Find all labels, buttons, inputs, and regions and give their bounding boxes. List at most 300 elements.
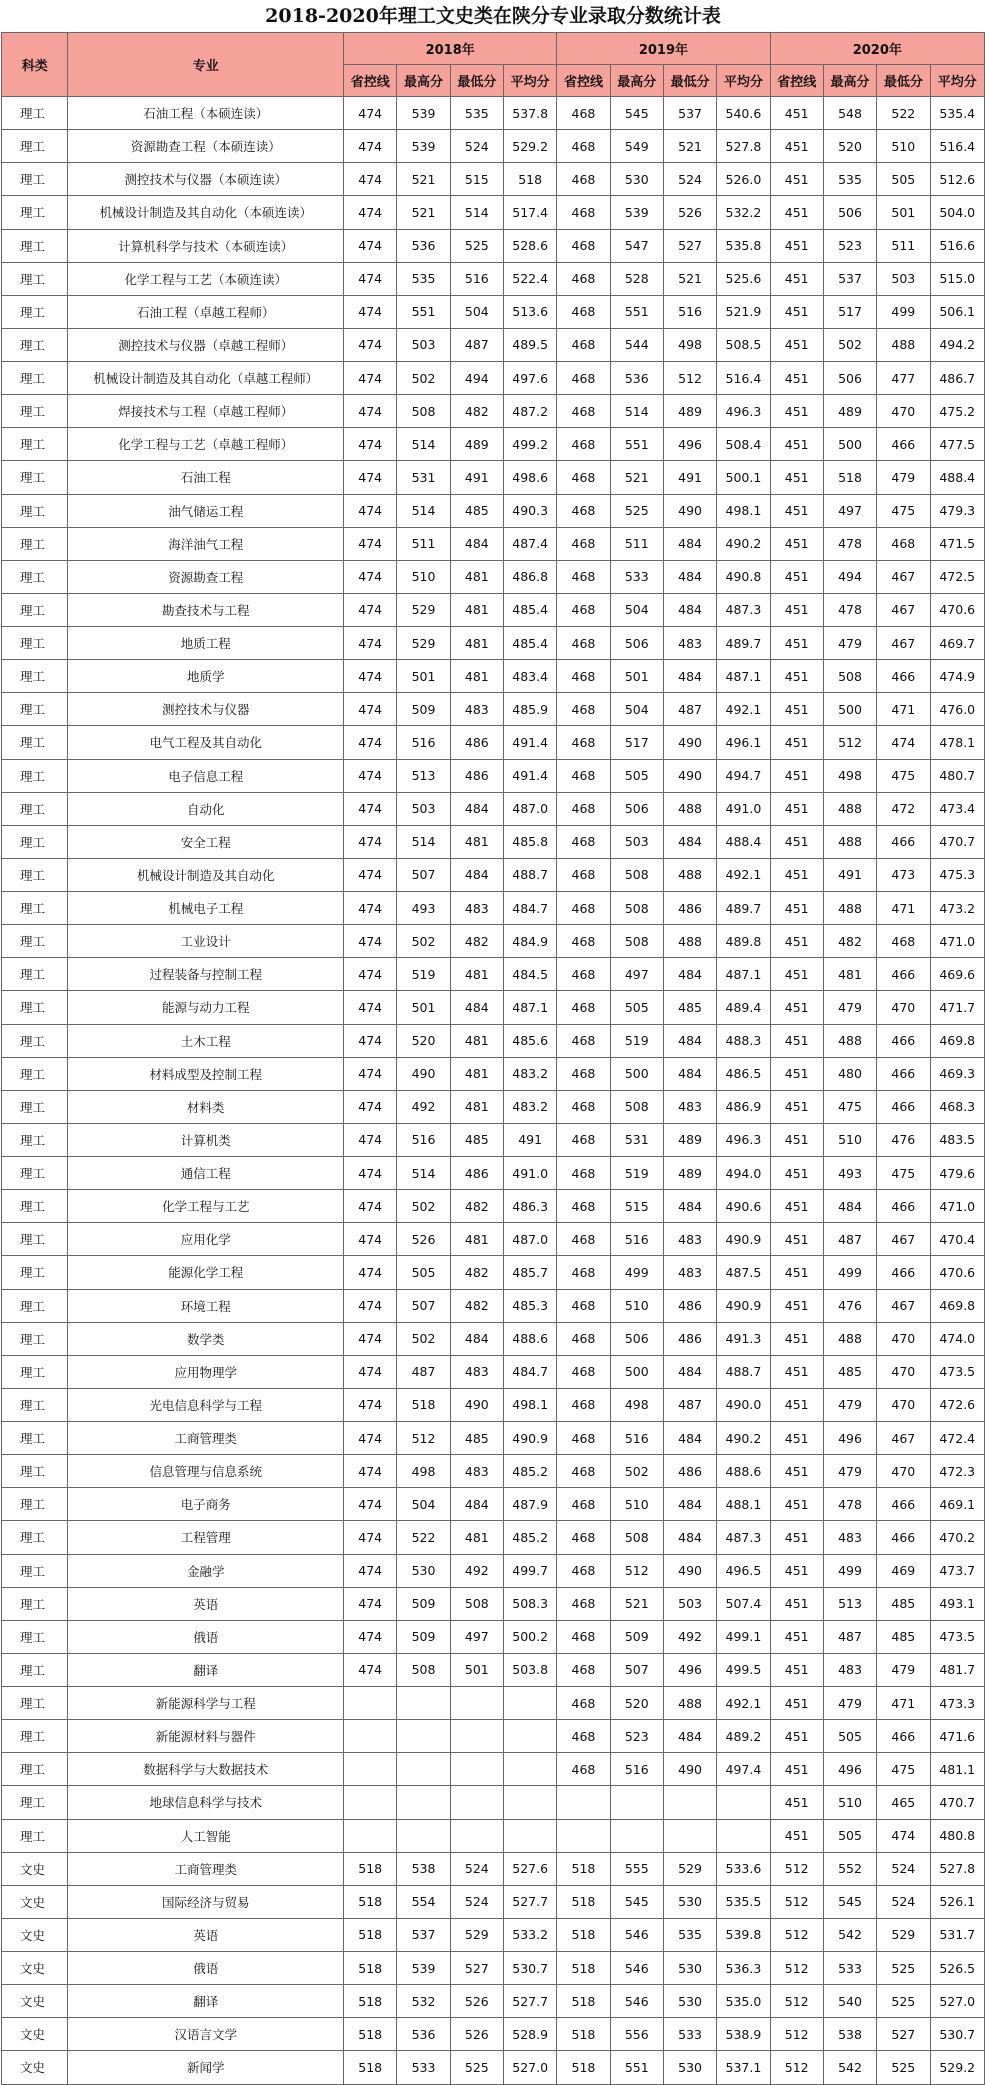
cell-score: 469.8	[930, 1289, 985, 1322]
cell-score: 481	[450, 560, 503, 593]
cell-score: 485.4	[504, 593, 557, 626]
cell-score: 481	[450, 660, 503, 693]
cell-score: 474.9	[930, 660, 985, 693]
cell-major: 工商管理类	[68, 1852, 344, 1885]
cell-score: 527.7	[504, 1985, 557, 2018]
cell-score: 533	[397, 2051, 450, 2084]
cell-score: 500.1	[717, 461, 770, 494]
cell-score: 489	[663, 1157, 716, 1190]
cell-score: 451	[770, 461, 823, 494]
cell-score: 451	[770, 991, 823, 1024]
cell-score: 490	[450, 1388, 503, 1421]
cell-score: 537	[823, 262, 876, 295]
cell-score: 474	[344, 858, 397, 891]
cell-score: 502	[397, 925, 450, 958]
cell-score: 466	[877, 1488, 930, 1521]
cell-major: 英语	[68, 1587, 344, 1620]
cell-score: 487.1	[717, 958, 770, 991]
cell-subject: 理工	[2, 428, 68, 461]
cell-score: 539	[397, 130, 450, 163]
cell-score	[504, 1819, 557, 1852]
cell-score: 496	[823, 1753, 876, 1786]
cell-subject: 理工	[2, 1455, 68, 1488]
cell-score: 483	[450, 693, 503, 726]
cell-score: 533	[663, 2018, 716, 2051]
cell-score: 478.1	[930, 726, 985, 759]
cell-score: 482	[450, 925, 503, 958]
table-row	[2, 1985, 985, 2018]
cell-score: 474	[344, 1388, 397, 1421]
cell-score: 490.9	[504, 1422, 557, 1455]
cell-score: 546	[610, 1985, 663, 2018]
cell-score: 527	[663, 229, 716, 262]
cell-score: 451	[770, 858, 823, 891]
cell-score: 521.9	[717, 295, 770, 328]
cell-score: 468	[557, 1488, 610, 1521]
cell-score: 497.6	[504, 362, 557, 395]
cell-score: 503	[397, 792, 450, 825]
cell-score: 474	[344, 560, 397, 593]
cell-score: 490	[663, 1753, 716, 1786]
cell-major: 俄语	[68, 1952, 344, 1985]
cell-score: 506	[823, 362, 876, 395]
cell-score: 485.2	[504, 1455, 557, 1488]
table-row	[2, 1355, 985, 1388]
cell-major: 石油工程（本硕连读）	[68, 97, 344, 130]
cell-major: 工业设计	[68, 925, 344, 958]
cell-score	[344, 1819, 397, 1852]
table-row	[2, 362, 985, 395]
cell-score: 537.8	[504, 97, 557, 130]
header-col: 省控线	[770, 65, 823, 97]
cell-score: 468	[557, 1123, 610, 1156]
table-row	[2, 328, 985, 361]
table-row	[2, 1687, 985, 1720]
cell-score	[344, 1786, 397, 1819]
cell-score: 466	[877, 1057, 930, 1090]
cell-score: 451	[770, 1587, 823, 1620]
cell-score: 474	[344, 362, 397, 395]
table-row	[2, 825, 985, 858]
cell-subject: 理工	[2, 494, 68, 527]
cell-score: 525	[877, 1952, 930, 1985]
cell-score: 468	[557, 792, 610, 825]
cell-score: 451	[770, 1455, 823, 1488]
cell-score: 466	[877, 1190, 930, 1223]
cell-score: 491	[504, 1123, 557, 1156]
cell-score: 468	[557, 560, 610, 593]
cell-score: 520	[823, 130, 876, 163]
cell-score: 508	[610, 925, 663, 958]
cell-score: 490	[397, 1057, 450, 1090]
cell-score: 474	[344, 1653, 397, 1686]
table-row	[2, 262, 985, 295]
cell-score: 524	[877, 1885, 930, 1918]
cell-score: 530	[663, 1985, 716, 2018]
cell-score: 481	[450, 627, 503, 660]
cell-score: 504	[610, 693, 663, 726]
cell-major: 资源勘查工程（本硕连读）	[68, 130, 344, 163]
cell-score: 499	[823, 1554, 876, 1587]
cell-score: 489.4	[717, 991, 770, 1024]
cell-major: 化学工程与工艺（本硕连读）	[68, 262, 344, 295]
header-col: 省控线	[344, 65, 397, 97]
cell-score: 487	[823, 1223, 876, 1256]
table-row	[2, 494, 985, 527]
cell-score: 530	[663, 1952, 716, 1985]
cell-score: 530	[397, 1554, 450, 1587]
cell-score: 508	[397, 1653, 450, 1686]
cell-score: 469.7	[930, 627, 985, 660]
cell-score: 451	[770, 1687, 823, 1720]
cell-score: 503	[877, 262, 930, 295]
cell-score	[717, 1819, 770, 1852]
cell-subject: 理工	[2, 892, 68, 925]
table-row	[2, 560, 985, 593]
cell-score: 468	[557, 958, 610, 991]
cell-subject: 理工	[2, 1289, 68, 1322]
cell-score: 491	[823, 858, 876, 891]
cell-score: 513.6	[504, 295, 557, 328]
cell-score: 466	[877, 1720, 930, 1753]
cell-score: 485	[663, 991, 716, 1024]
cell-subject: 文史	[2, 1885, 68, 1918]
table-row	[2, 97, 985, 130]
cell-score: 466	[877, 1090, 930, 1123]
cell-score: 474.0	[930, 1322, 985, 1355]
cell-subject: 理工	[2, 858, 68, 891]
cell-score	[450, 1786, 503, 1819]
cell-score: 499	[823, 1256, 876, 1289]
cell-score: 487.3	[717, 593, 770, 626]
cell-major: 电气工程及其自动化	[68, 726, 344, 759]
cell-score: 489	[663, 395, 716, 428]
cell-score: 482	[823, 925, 876, 958]
cell-score: 529	[397, 627, 450, 660]
cell-score: 529	[877, 1918, 930, 1951]
cell-score: 529	[450, 1918, 503, 1951]
cell-subject: 理工	[2, 395, 68, 428]
cell-score: 500	[823, 693, 876, 726]
cell-score: 498.1	[504, 1388, 557, 1421]
table-row	[2, 527, 985, 560]
cell-score: 481.1	[930, 1753, 985, 1786]
cell-score: 468	[557, 163, 610, 196]
cell-score: 479	[823, 627, 876, 660]
cell-score: 490	[663, 1554, 716, 1587]
cell-subject: 理工	[2, 97, 68, 130]
header-subject: 科类	[2, 33, 68, 97]
cell-score: 468	[557, 1024, 610, 1057]
cell-score: 498	[823, 759, 876, 792]
cell-score: 468	[557, 892, 610, 925]
cell-score: 481	[450, 1521, 503, 1554]
cell-subject: 文史	[2, 2051, 68, 2084]
cell-score: 530	[663, 1885, 716, 1918]
cell-major: 汉语言文学	[68, 2018, 344, 2051]
cell-score: 451	[770, 1057, 823, 1090]
page-title: 2018-2020年理工文史类在陕分专业录取分数统计表	[265, 5, 721, 27]
cell-score: 468	[557, 229, 610, 262]
cell-score: 451	[770, 1488, 823, 1521]
cell-subject: 理工	[2, 1653, 68, 1686]
cell-score: 470.2	[930, 1521, 985, 1554]
cell-score: 487.0	[504, 1223, 557, 1256]
table-row	[2, 1289, 985, 1322]
cell-score: 492.1	[717, 1687, 770, 1720]
cell-score: 484	[663, 1422, 716, 1455]
cell-score: 468	[557, 130, 610, 163]
cell-score: 526	[397, 1223, 450, 1256]
cell-score: 474	[344, 196, 397, 229]
cell-score: 526.1	[930, 1885, 985, 1918]
cell-score: 526.5	[930, 1952, 985, 1985]
cell-score: 527.0	[930, 1985, 985, 2018]
cell-score: 527.0	[504, 2051, 557, 2084]
cell-score: 506	[610, 1322, 663, 1355]
cell-score: 522	[877, 97, 930, 130]
cell-score	[504, 1786, 557, 1819]
header-year-2018: 2018年	[344, 33, 557, 65]
cell-score: 468	[557, 1653, 610, 1686]
cell-score: 484	[663, 660, 716, 693]
cell-score: 498	[610, 1388, 663, 1421]
cell-score: 488.6	[504, 1322, 557, 1355]
cell-score: 488	[663, 925, 716, 958]
cell-score: 521	[397, 196, 450, 229]
cell-score: 468	[557, 527, 610, 560]
cell-score: 544	[610, 328, 663, 361]
cell-score: 479	[823, 1687, 876, 1720]
cell-score: 451	[770, 693, 823, 726]
cell-score: 507.4	[717, 1587, 770, 1620]
cell-score: 490.9	[717, 1223, 770, 1256]
cell-major: 俄语	[68, 1620, 344, 1653]
cell-score: 451	[770, 1289, 823, 1322]
cell-subject: 理工	[2, 1256, 68, 1289]
cell-score: 549	[610, 130, 663, 163]
cell-score: 516	[397, 1123, 450, 1156]
cell-score: 516	[610, 1753, 663, 1786]
cell-score: 470	[877, 1322, 930, 1355]
cell-subject: 理工	[2, 196, 68, 229]
table-row	[2, 792, 985, 825]
cell-score: 490.8	[717, 560, 770, 593]
cell-score: 481	[823, 958, 876, 991]
cell-score: 474	[344, 627, 397, 660]
cell-major: 安全工程	[68, 825, 344, 858]
cell-subject: 理工	[2, 1057, 68, 1090]
cell-score: 490.9	[717, 1289, 770, 1322]
cell-score: 451	[770, 262, 823, 295]
cell-score: 512	[823, 726, 876, 759]
table-row	[2, 395, 985, 428]
cell-score: 509	[610, 1620, 663, 1653]
cell-subject: 理工	[2, 163, 68, 196]
cell-score: 530.7	[930, 2018, 985, 2051]
cell-major: 海洋油气工程	[68, 527, 344, 560]
cell-score: 516.4	[717, 362, 770, 395]
cell-score: 518	[344, 1885, 397, 1918]
cell-score: 490	[663, 726, 716, 759]
cell-score: 468	[557, 1057, 610, 1090]
cell-score: 483	[450, 892, 503, 925]
cell-subject: 理工	[2, 262, 68, 295]
cell-score: 483.2	[504, 1090, 557, 1123]
cell-score: 451	[770, 97, 823, 130]
cell-score: 542	[823, 2051, 876, 2084]
cell-score: 488.7	[504, 858, 557, 891]
cell-score: 468	[557, 1388, 610, 1421]
cell-score: 494.2	[930, 328, 985, 361]
cell-score: 502	[397, 1190, 450, 1223]
cell-score: 468	[557, 428, 610, 461]
table-row	[2, 1653, 985, 1686]
cell-major: 自动化	[68, 792, 344, 825]
cell-score: 467	[877, 1422, 930, 1455]
cell-score: 469.3	[930, 1057, 985, 1090]
cell-score: 478	[823, 527, 876, 560]
cell-score: 505	[397, 1256, 450, 1289]
cell-score: 499	[877, 295, 930, 328]
cell-subject: 理工	[2, 1786, 68, 1819]
cell-score: 468	[557, 925, 610, 958]
cell-score: 468	[557, 461, 610, 494]
cell-score: 451	[770, 1157, 823, 1190]
cell-subject: 理工	[2, 328, 68, 361]
cell-score: 474	[344, 759, 397, 792]
cell-subject: 理工	[2, 726, 68, 759]
cell-score: 506	[610, 792, 663, 825]
cell-score: 478	[823, 593, 876, 626]
cell-score: 489	[663, 1123, 716, 1156]
table-row	[2, 1256, 985, 1289]
cell-score: 494.7	[717, 759, 770, 792]
cell-score: 496.3	[717, 1123, 770, 1156]
cell-score: 533.6	[717, 1852, 770, 1885]
cell-score: 468	[557, 858, 610, 891]
cell-score: 482	[450, 395, 503, 428]
cell-score: 530.7	[504, 1952, 557, 1985]
cell-score: 535.5	[717, 1885, 770, 1918]
cell-score: 474	[344, 97, 397, 130]
cell-score: 482	[450, 1289, 503, 1322]
cell-score: 484	[450, 527, 503, 560]
cell-score: 468	[557, 1422, 610, 1455]
cell-score: 526	[450, 1985, 503, 2018]
cell-score: 474	[344, 1223, 397, 1256]
cell-score: 512.6	[930, 163, 985, 196]
cell-score: 535.8	[717, 229, 770, 262]
cell-score: 484	[450, 1488, 503, 1521]
cell-score: 527.6	[504, 1852, 557, 1885]
cell-score: 470	[877, 991, 930, 1024]
cell-score: 485.6	[504, 1024, 557, 1057]
cell-score: 481	[450, 958, 503, 991]
header-col: 省控线	[557, 65, 610, 97]
cell-score: 451	[770, 958, 823, 991]
cell-score: 525	[877, 2051, 930, 2084]
cell-subject: 理工	[2, 1223, 68, 1256]
cell-score: 474	[344, 1256, 397, 1289]
cell-score: 487.9	[504, 1488, 557, 1521]
cell-score: 518	[344, 2051, 397, 2084]
cell-score: 468	[557, 196, 610, 229]
cell-subject: 理工	[2, 1587, 68, 1620]
cell-major: 数据科学与大数据技术	[68, 1753, 344, 1786]
cell-score: 531	[610, 1123, 663, 1156]
header-col: 平均分	[930, 65, 985, 97]
cell-score: 474	[344, 229, 397, 262]
cell-score: 472.4	[930, 1422, 985, 1455]
cell-score: 466	[877, 1521, 930, 1554]
cell-subject: 理工	[2, 991, 68, 1024]
cell-score: 504	[450, 295, 503, 328]
cell-score: 502	[397, 362, 450, 395]
cell-score: 483	[663, 1223, 716, 1256]
cell-score: 536.3	[717, 1952, 770, 1985]
cell-score: 511	[397, 527, 450, 560]
cell-score: 490	[663, 759, 716, 792]
cell-score: 505	[610, 991, 663, 1024]
cell-score: 468	[557, 1455, 610, 1488]
cell-score	[663, 1819, 716, 1852]
cell-score: 533	[610, 560, 663, 593]
cell-major: 应用化学	[68, 1223, 344, 1256]
cell-score: 538.9	[717, 2018, 770, 2051]
cell-score: 501	[397, 660, 450, 693]
header-col: 最低分	[450, 65, 503, 97]
cell-score: 451	[770, 1024, 823, 1057]
cell-score: 469.6	[930, 958, 985, 991]
cell-score: 484	[663, 958, 716, 991]
cell-score	[450, 1753, 503, 1786]
cell-score: 468	[557, 395, 610, 428]
cell-score: 467	[877, 627, 930, 660]
table-row	[2, 1554, 985, 1587]
cell-score: 451	[770, 1123, 823, 1156]
cell-score	[397, 1687, 450, 1720]
cell-score: 514	[397, 1157, 450, 1190]
cell-score: 468.3	[930, 1090, 985, 1123]
cell-score: 471.0	[930, 1190, 985, 1223]
cell-score: 485	[450, 1123, 503, 1156]
cell-score	[450, 1819, 503, 1852]
cell-score: 511	[877, 229, 930, 262]
cell-score: 484	[663, 1355, 716, 1388]
cell-score: 474	[344, 693, 397, 726]
cell-major: 光电信息科学与工程	[68, 1388, 344, 1421]
cell-subject: 理工	[2, 925, 68, 958]
cell-subject: 文史	[2, 1952, 68, 1985]
cell-score: 512	[770, 1885, 823, 1918]
cell-major: 金融学	[68, 1554, 344, 1587]
cell-score: 519	[610, 1157, 663, 1190]
cell-score: 530	[663, 2051, 716, 2084]
cell-score: 505	[823, 1819, 876, 1852]
cell-score: 488.4	[930, 461, 985, 494]
cell-major: 测控技术与仪器（卓越工程师）	[68, 328, 344, 361]
cell-score: 492	[663, 1620, 716, 1653]
cell-score: 468	[557, 1289, 610, 1322]
header-year-2019: 2019年	[557, 33, 770, 65]
cell-score: 482	[450, 1256, 503, 1289]
cell-score: 508	[823, 660, 876, 693]
cell-major: 焊接技术与工程（卓越工程师）	[68, 395, 344, 428]
table-row	[2, 1587, 985, 1620]
cell-score: 499.1	[717, 1620, 770, 1653]
cell-score: 489.7	[717, 892, 770, 925]
